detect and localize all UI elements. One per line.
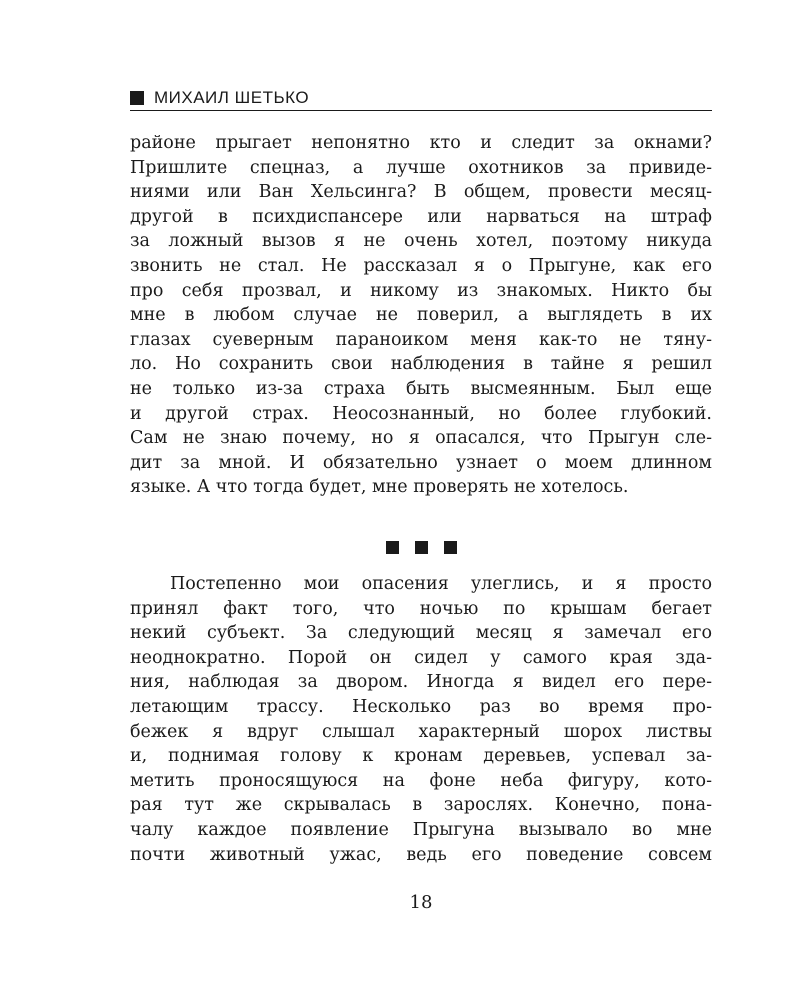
- separator-square: [386, 541, 399, 554]
- page-number: 18: [409, 892, 433, 913]
- paragraph-2: [130, 572, 712, 867]
- text-line: ло. Но сохранить свои наблюдения в тайне я решил: [130, 354, 712, 375]
- separator-square: [415, 541, 428, 554]
- text-line: про себя прозвал, и никому из знакомых. Никто бы: [130, 280, 712, 301]
- text-line: принял факт того, что ночью по крышам бегает: [130, 598, 712, 619]
- header-square-mark: [130, 91, 144, 105]
- text-line: почти животный ужас, ведь его поведение совсем: [130, 844, 712, 865]
- text-line: мне в любом случае не поверил, а выглядеть в их: [130, 305, 712, 326]
- text-line: другой в психдиспансере или нарваться на штраф: [130, 206, 712, 227]
- text-line: летающим трассу. Несколько раз во время про-: [130, 696, 712, 717]
- text-line: дит за мной. И обязательно узнает о моем длинном: [130, 452, 712, 473]
- separator-square: [444, 541, 457, 554]
- text-line: ния, наблюдая за двором. Иногда я видел его пере-: [130, 672, 712, 693]
- text-line: бежек я вдруг слышал характерный шорох листвы: [130, 721, 712, 742]
- text-line: Сам не знаю почему, но я опасался, что Прыгун сле-: [130, 428, 712, 449]
- text-line: языке. А что тогда будет, мне проверять не хотелось.: [130, 477, 629, 498]
- running-header: [130, 88, 712, 111]
- text-line: звонить не стал. Не рассказал я о Прыгуне, как его: [130, 255, 712, 276]
- text-line: не только из-за страха быть высмеянным. Был еще: [130, 378, 712, 399]
- section-separator: [0, 541, 800, 554]
- text-line: и другой страх. Неосознанный, но более глубокий.: [130, 403, 712, 424]
- text-line: неоднократно. Порой он сидел у самого края зда-: [130, 647, 712, 668]
- text-line: чалу каждое появление Прыгуна вызывало во мне: [130, 819, 712, 840]
- text-line: Постепенно мои опасения улеглись, и я просто: [170, 574, 712, 594]
- text-line: и, поднимая голову к кронам деревьев, успевал за-: [130, 746, 712, 767]
- text-line: некий субъект. За следующий месяц я замечал его: [130, 623, 712, 644]
- paragraph-1: [130, 131, 712, 500]
- text-line: районе прыгает непонятно кто и следит за окнами?: [130, 133, 712, 153]
- text-line: глазах суеверным параноиком меня как-то не тяну-: [130, 329, 712, 350]
- text-line: Пришлите спецназ, а лучше охотников за привиде-: [130, 157, 712, 178]
- text-line: за ложный вызов я не очень хотел, поэтому никуда: [130, 231, 712, 252]
- text-line: ниями или Ван Хельсинга? В общем, провести месяц-: [130, 182, 712, 203]
- text-line: рая тут же скрывалась в зарослях. Конечно, пона-: [130, 795, 712, 816]
- header-author-name: МИХАИЛ ШЕТЬКО: [154, 88, 310, 107]
- text-line: метить проносящуюся на фоне неба фигуру, кото-: [130, 770, 712, 791]
